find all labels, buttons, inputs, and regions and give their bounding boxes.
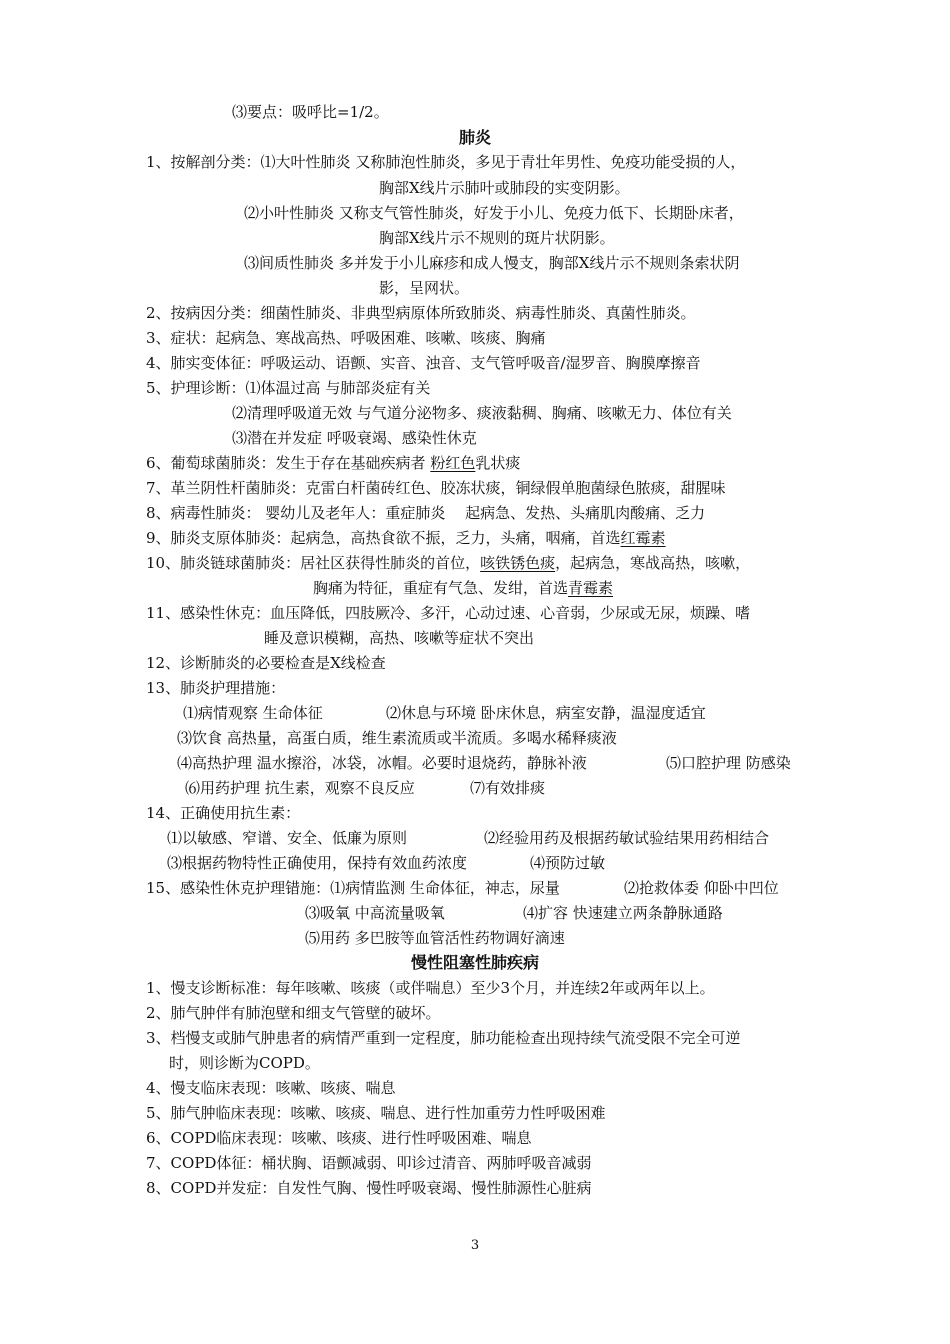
text-line: ⑺有效排痰 [470,779,546,797]
text-line: 胸部X线片示肺叶或肺段的实变阴影。 [379,179,630,197]
text-line: ⑴病情观察 生命体征 [183,704,323,722]
text-line: ⑸口腔护理 防感染 [666,754,791,772]
text-line: 3、症状：起病急、寒战高热、呼吸困难、咳嗽、咳痰、胸痛 [146,329,546,347]
text-segment: 胸痛为特征，重症有气急、发绀，首选 [313,579,569,597]
text-line: 时，则诊断为COPD。 [169,1054,320,1072]
text-line: 4、肺实变体征：呼吸运动、语颤、实音、浊音、支气管呼吸音/湿罗音、胸膜摩擦音 [146,354,701,372]
text-line: 2、肺气肿伴有肺泡壁和细支气管壁的破坏。 [146,1004,441,1022]
section-title-copd: 慢性阻塞性肺疾病 [410,953,539,972]
underlined-term: 粉红色 [430,454,476,472]
text-segment: 乳状痰 [475,454,521,472]
text-line: 12、诊断肺炎的必要检查是X线检查 [146,654,386,672]
text-line [313,578,613,598]
text-line: ⑵抢救体委 仰卧中凹位 [624,879,779,897]
section-title-pneumonia: 肺炎 [458,128,491,147]
text-line: ⑵休息与环境 卧床休息，病室安静，温湿度适宜 [386,704,706,722]
underlined-term: 咳铁锈色痰 [480,554,556,572]
text-line: 13、肺炎护理措施： [146,679,286,697]
text-line: ⑶根据药物特性正确使用，保持有效血药浓度 [167,854,468,872]
text-line: ⑷扩容 快速建立两条静脉通路 [523,904,723,922]
text-line: ⑹用药护理 抗生素，观察不良反应 [185,779,415,797]
text-line: ⑵清理呼吸道无效 与气道分泌物多、痰液黏稠、胸痛、咳嗽无力、体位有关 [232,404,732,422]
text-segment: ，起病急，寒战高热，咳嗽， [555,554,751,572]
text-line: ⑵经验用药及根据药敏试验结果用药相结合 [484,829,770,847]
text-line: 5、护理诊断：⑴体温过高 与肺部炎症有关 [146,379,431,397]
text-line: 7、COPD体征：桶状胸、语颤减弱、叩诊过清音、两肺呼吸音减弱 [146,1154,592,1172]
text-line: 7、革兰阴性杆菌肺炎：克雷白杆菌砖红色、胶冻状痰，铜绿假单胞菌绿色脓痰，甜腥味 [146,479,726,497]
text-line: 1、按解剖分类：⑴大叶性肺炎 又称肺泡性肺炎，多见于青壮年男性、免疫功能受损的人， [146,153,746,171]
text-line: 14、正确使用抗生素： [146,804,301,822]
underlined-term: 青霉素 [568,579,614,597]
text-line: 6、COPD临床表现：咳嗽、咳痰、进行性呼吸困难、喘息 [146,1129,532,1147]
text-segment: 9、肺炎支原体肺炎：起病急，高热食欲不振，乏力，头痛，咽痛，首选 [146,529,621,547]
text-line: 2、按病因分类：细菌性肺炎、非典型病原体所致肺炎、病毒性肺炎、真菌性肺炎。 [146,304,696,322]
text-line: 胸部X线片示不规则的斑片状阴影。 [379,229,615,247]
text-line [146,528,666,548]
text-line: ⑶间质性肺炎 多并发于小儿麻疹和成人慢支，胸部X线片示不规则条索状阴 [244,254,740,272]
text-line: ⑶要点：吸呼比=1/2。 [232,103,389,121]
text-segment: 6、葡萄球菌肺炎：发生于存在基础疾病者 [146,454,431,472]
text-line: ⑸用药 多巴胺等血管活性药物调好滴速 [305,929,565,947]
text-line [146,453,520,473]
text-line: ⑷高热护理 温水擦浴，冰袋，冰帽。必要时退烧药，静脉补液 [177,754,587,772]
text-line: ⑶潜在并发症 呼吸衰竭、感染性休克 [232,429,477,447]
text-line: ⑷预防过敏 [530,854,606,872]
underlined-term: 红霉素 [620,529,666,547]
page-number: 3 [470,1238,480,1253]
text-segment: 10、肺炎链球菌肺炎：居社区获得性肺炎的首位， [146,554,481,572]
text-line: 8、病毒性肺炎： 婴幼儿及老年人：重症肺炎 起病急、发热、头痛肌肉酸痛、乏力 [146,504,706,522]
text-line: 8、COPD并发症：自发性气胸、慢性呼吸衰竭、慢性肺源性心脏病 [146,1179,592,1197]
text-line: 11、感染性休克：血压降低，四肢厥冷、多汗，心动过速、心音弱，少尿或无尿，烦躁、嗜 [146,604,751,622]
text-line: 15、感染性休克护理错施：⑴病情监测 生命体征，神志，尿量 [146,879,560,897]
text-line: 3、档慢支或肺气肿患者的病情严重到一定程度，肺功能检查出现持续气流受限不完全可逆 [146,1029,741,1047]
text-line: 睡及意识模糊，高热、咳嗽等症状不突出 [264,629,535,647]
text-line: 5、肺气肿临床表现：咳嗽、咳痰、喘息、进行性加重劳力性呼吸困难 [146,1104,606,1122]
text-line: 4、慢支临床表现：咳嗽、咳痰、喘息 [146,1079,396,1097]
text-line: ⑶吸氧 中高流量吸氧 [305,904,445,922]
text-line: 影，呈网状。 [379,279,470,297]
text-line: ⑶饮食 高热量，高蛋白质，维生素流质或半流质。多喝水稀释痰液 [177,729,617,747]
text-line: 1、慢支诊断标准：每年咳嗽、咳痰（或伴喘息）至少3个月，并连续2年或两年以上。 [146,979,715,997]
text-line: ⑵小叶性肺炎 又称支气管性肺炎，好发于小儿、免疫力低下、长期卧床者， [244,204,744,222]
text-line [146,553,750,573]
text-line: ⑴以敏感、窄谱、安全、低廉为原则 [167,829,408,847]
